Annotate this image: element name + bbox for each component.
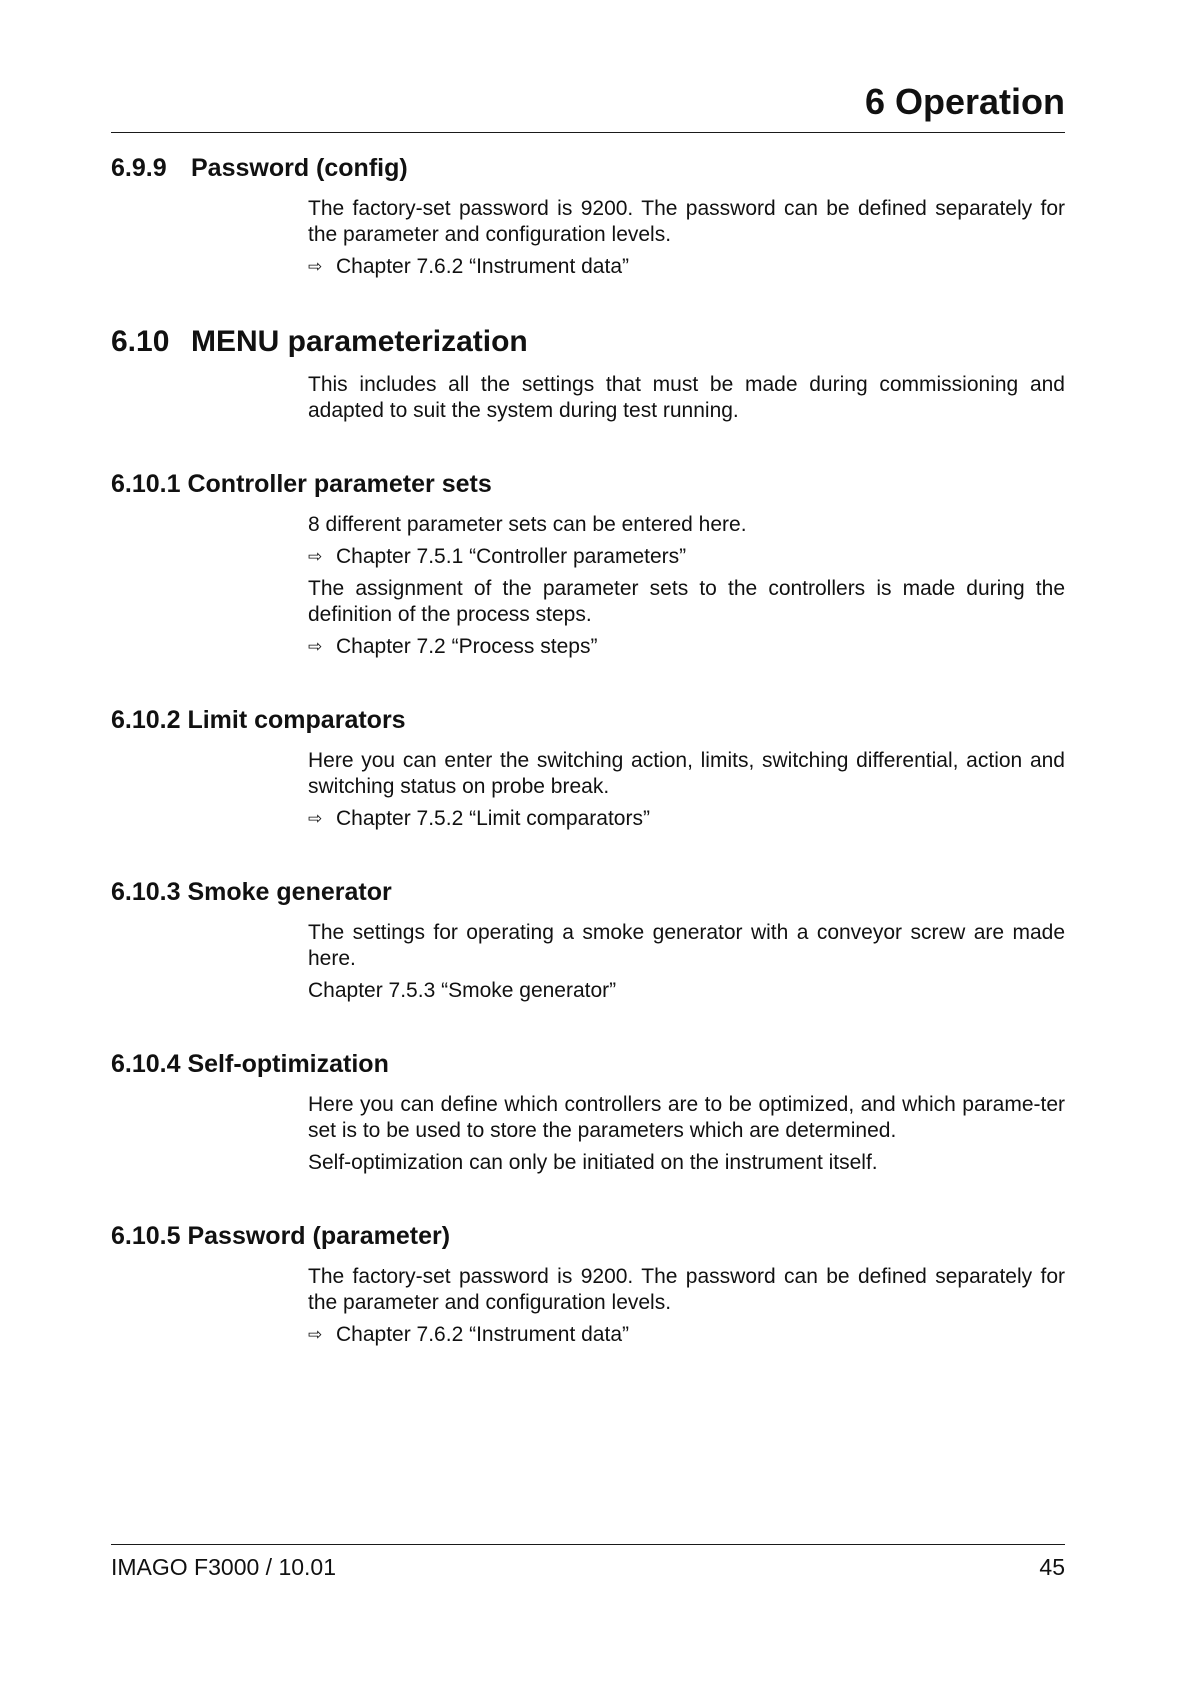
cross-reference: [308, 544, 1065, 570]
section-number: 6.10.4: [111, 1050, 181, 1078]
cross-reference: [308, 1322, 1065, 1348]
section-title: MENU parameterization: [191, 325, 528, 358]
reference-text: Chapter 7.6.2 “Instrument data”: [336, 1323, 629, 1346]
section-number: 6.10: [111, 325, 170, 358]
section-heading: [111, 1046, 1065, 1082]
section-title: Controller parameter sets: [187, 470, 492, 498]
section-title: Self-optimization: [187, 1050, 389, 1078]
paragraph: The settings for operating a smoke generator with a conveyor screw are made here.: [308, 921, 1065, 970]
reference-text: Chapter 7.5.3 “Smoke generator”: [308, 979, 617, 1002]
section-body: [308, 196, 1065, 280]
paragraph: 8 different parameter sets can be entered here.: [308, 513, 747, 536]
paragraph: Self-optimization can only be initiated on the instrument itself.: [308, 1151, 878, 1174]
section-6-10-3: [111, 874, 1065, 1004]
section-title: Limit comparators: [187, 706, 406, 734]
reference-text: Chapter 7.6.2 “Instrument data”: [336, 255, 629, 278]
section-body: [308, 1092, 1065, 1176]
arrow-right-icon: ⇨: [308, 547, 323, 566]
section-title: Password (parameter): [187, 1222, 451, 1250]
arrow-right-icon: ⇨: [308, 257, 323, 276]
arrow-right-icon: ⇨: [308, 637, 323, 656]
arrow-right-icon: ⇨: [308, 809, 323, 828]
chapter-title: 6 Operation: [864, 81, 1065, 122]
section-body: [308, 512, 1065, 660]
section-6-10-5: [111, 1218, 1065, 1348]
paragraph: Here you can enter the switching action, limits, switching differential, action and switching status on probe break.: [308, 749, 1065, 798]
section-body: [308, 372, 1065, 424]
reference-text: Chapter 7.5.2 “Limit comparators”: [336, 807, 650, 830]
section-number: 6.10.2: [111, 706, 181, 734]
section-6-9-9: [111, 150, 1065, 280]
section-title: Password (config): [191, 154, 408, 182]
section-heading: [111, 874, 1065, 910]
section-heading: [111, 322, 1065, 362]
paragraph: The factory-set password is 9200. The password can be defined separately for the parameter and configuration levels.: [308, 197, 1065, 246]
section-6-10-4: [111, 1046, 1065, 1176]
reference-text: Chapter 7.2 “Process steps”: [336, 635, 598, 658]
section-body: [308, 1264, 1065, 1348]
section-number: 6.10.3: [111, 878, 181, 906]
cross-reference: [308, 634, 1065, 660]
section-heading: [111, 702, 1065, 738]
section-heading: [111, 466, 1065, 502]
section-number: 6.10.1: [111, 470, 181, 498]
page-content: [111, 150, 1065, 1354]
section-6-10: [111, 322, 1065, 424]
section-heading: [111, 150, 1065, 186]
section-number: 6.9.9: [111, 154, 167, 182]
document-id: IMAGO F3000 / 10.01: [111, 1554, 337, 1580]
section-6-10-2: [111, 702, 1065, 832]
page-footer: [111, 1544, 1065, 1580]
arrow-right-icon: ⇨: [308, 1325, 323, 1344]
section-6-10-1: [111, 466, 1065, 660]
section-number: 6.10.5: [111, 1222, 181, 1250]
section-title: Smoke generator: [187, 878, 392, 906]
cross-reference: [308, 254, 1065, 280]
page-number: 45: [1039, 1554, 1065, 1580]
cross-reference: [308, 806, 1065, 832]
paragraph: This includes all the settings that must be made during commissioning and adapted to suit the system during test running.: [308, 373, 1065, 422]
paragraph: The assignment of the parameter sets to the controllers is made during the definition of the process steps.: [308, 577, 1065, 626]
section-body: [308, 748, 1065, 832]
section-heading: [111, 1218, 1065, 1254]
page-header: [111, 80, 1065, 133]
section-body: [308, 920, 1065, 1004]
reference-text: Chapter 7.5.1 “Controller parameters”: [336, 545, 687, 568]
paragraph: The factory-set password is 9200. The password can be defined separately for the parameter and configuration levels.: [308, 1265, 1065, 1314]
paragraph: Here you can define which controllers are to be optimized, and which parame-ter set is to be used to store the parameters which are determined.: [308, 1093, 1065, 1142]
